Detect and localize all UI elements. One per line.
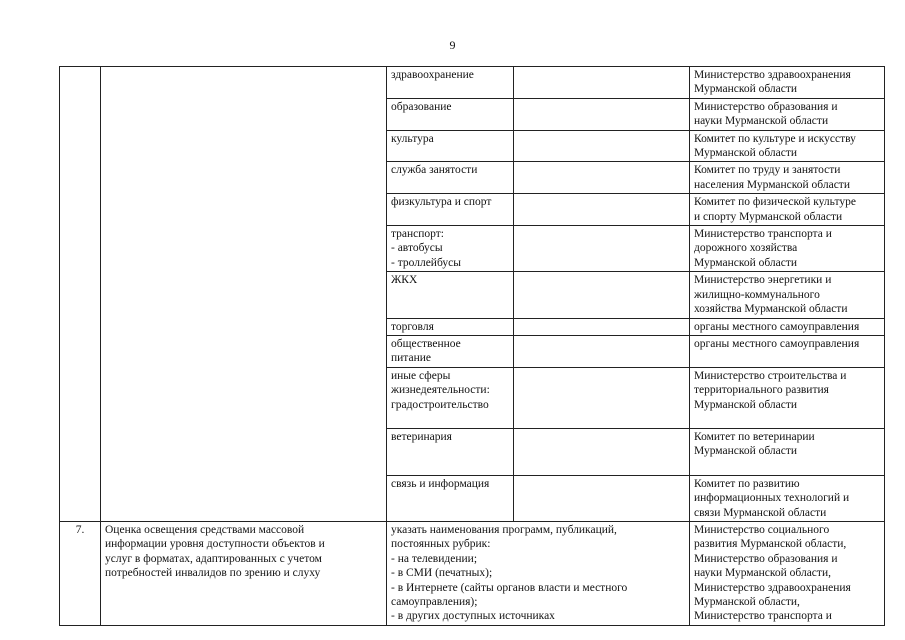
responsible-cell <box>690 367 885 428</box>
blank-cell <box>514 98 690 130</box>
row-number: 7. <box>75 523 85 536</box>
indicator-text: самоуправления); <box>391 595 478 608</box>
table-row-7 <box>60 521 885 625</box>
sphere-cell <box>387 130 514 162</box>
responsible-cell <box>690 521 885 625</box>
responsible-cell <box>690 335 885 367</box>
row-name-text: информации уровня доступности объектов и <box>105 538 325 551</box>
document-table <box>59 66 885 626</box>
sphere-text: культура <box>391 132 434 145</box>
sphere-cell <box>387 428 514 475</box>
responsible-text: Мурманской области <box>694 83 798 96</box>
blank-cell <box>514 367 690 428</box>
responsible-text: органы местного самоуправления <box>694 320 860 333</box>
responsible-text: Министерство строительства и <box>694 369 847 382</box>
responsible-text: населения Мурманской области <box>694 178 850 191</box>
row-name-cell <box>101 521 387 625</box>
sphere-text: жизнедеятельности: <box>391 384 490 397</box>
sphere-text: физкультура и спорт <box>391 196 492 209</box>
indicator-text: - в СМИ (печатных); <box>391 567 493 580</box>
responsible-text: связи Мурманской области <box>694 506 827 519</box>
sphere-text: градостроительство <box>391 398 489 411</box>
sphere-cell <box>387 98 514 130</box>
responsible-text: Министерство образования и <box>694 100 838 113</box>
sphere-text: - троллейбусы <box>391 256 461 269</box>
responsible-text: Комитет по труду и занятости <box>694 164 841 177</box>
sphere-cell <box>387 335 514 367</box>
indicator-text: - в других доступных источниках <box>391 610 555 623</box>
sphere-text: ЖКХ <box>391 274 418 287</box>
sphere-text: - автобусы <box>391 242 443 255</box>
blank-cell <box>514 194 690 226</box>
responsible-text: Министерство образования и <box>694 552 838 565</box>
responsible-cell <box>690 162 885 194</box>
sphere-text: здравоохранение <box>391 69 474 81</box>
indicator-cell <box>387 521 690 625</box>
responsible-text: науки Мурманской области <box>694 115 829 128</box>
blank-cell <box>514 67 690 99</box>
responsible-text: Министерство социального <box>694 523 830 536</box>
sphere-text: торговля <box>391 320 434 333</box>
blank-cell <box>514 162 690 194</box>
responsible-text: Министерство энергетики и <box>694 274 832 287</box>
sphere-text: общественное <box>391 337 461 350</box>
responsible-text: Мурманской области <box>694 445 798 458</box>
sphere-cell <box>387 318 514 335</box>
sphere-cell <box>387 272 514 318</box>
responsible-text: Министерство транспорта и <box>694 610 832 623</box>
row-number-cell <box>60 521 101 625</box>
responsible-text: территориального развития <box>694 384 829 397</box>
responsible-text: Министерство транспорта и <box>694 228 832 241</box>
responsible-text: Комитет по развитию <box>694 477 800 490</box>
responsible-text: Министерство здравоохранения <box>694 581 851 594</box>
responsible-text: Мурманской области <box>694 398 798 411</box>
responsible-text: дорожного хозяйства <box>694 242 798 255</box>
blank-cell <box>514 335 690 367</box>
responsible-text: Комитет по ветеринарии <box>694 430 815 443</box>
responsible-text: органы местного самоуправления <box>694 337 860 350</box>
row-name-text: услуг в форматах, адаптированных с учетом <box>105 552 322 565</box>
responsible-text: Министерство здравоохранения <box>694 69 851 81</box>
blank-cell <box>514 428 690 475</box>
responsible-cell <box>690 130 885 162</box>
blank-cell <box>514 226 690 272</box>
responsible-cell <box>690 226 885 272</box>
responsible-text: информационных технологий и <box>694 492 850 505</box>
sphere-cell <box>387 475 514 521</box>
indicator-text: - в Интернете (сайты органов власти и местного <box>391 581 628 594</box>
sphere-cell <box>387 367 514 428</box>
responsible-text: науки Мурманской области, <box>694 567 831 580</box>
row-number-cell <box>60 67 101 522</box>
sphere-text: ветеринария <box>391 430 452 443</box>
responsible-cell <box>690 318 885 335</box>
blank-cell <box>514 475 690 521</box>
blank-cell <box>514 130 690 162</box>
responsible-text: и спорту Мурманской области <box>694 210 843 223</box>
row-name-text: Оценка освещения средствами массовой <box>105 523 305 536</box>
responsible-text: Комитет по физической культуре <box>694 196 856 209</box>
responsible-cell <box>690 428 885 475</box>
sphere-cell <box>387 162 514 194</box>
sphere-text: питание <box>391 352 431 365</box>
indicator-text: указать наименования программ, публикаций, <box>391 523 617 536</box>
sphere-cell <box>387 194 514 226</box>
indicator-text: постоянных рубрик: <box>391 538 491 551</box>
responsible-text: хозяйства Мурманской области <box>694 303 848 316</box>
indicator-text: - на телевидении; <box>391 552 478 565</box>
sphere-text: транспорт: <box>391 228 445 241</box>
responsible-text: жилищно-коммунального <box>694 288 820 301</box>
sphere-cell <box>387 226 514 272</box>
sphere-cell <box>387 67 514 99</box>
sphere-text: связь и информация <box>391 477 490 490</box>
row-name-cell <box>101 67 387 522</box>
responsible-cell <box>690 475 885 521</box>
row-name-text: потребностей инвалидов по зрению и слуху <box>105 567 321 580</box>
responsible-text: Мурманской области <box>694 256 798 269</box>
responsible-cell <box>690 194 885 226</box>
sphere-text: образование <box>391 100 452 113</box>
responsible-cell <box>690 67 885 99</box>
table-row <box>60 67 885 99</box>
blank-cell <box>514 272 690 318</box>
responsible-text: Комитет по культуре и искусству <box>694 132 856 145</box>
responsible-text: Мурманской области <box>694 147 798 160</box>
sphere-text: иные сферы <box>391 369 451 382</box>
responsible-cell <box>690 98 885 130</box>
page-number: 9 <box>449 38 456 52</box>
blank-cell <box>514 318 690 335</box>
responsible-text: развития Мурманской области, <box>694 538 847 551</box>
sphere-text: служба занятости <box>391 164 478 177</box>
responsible-cell <box>690 272 885 318</box>
responsible-text: Мурманской области, <box>694 595 800 608</box>
